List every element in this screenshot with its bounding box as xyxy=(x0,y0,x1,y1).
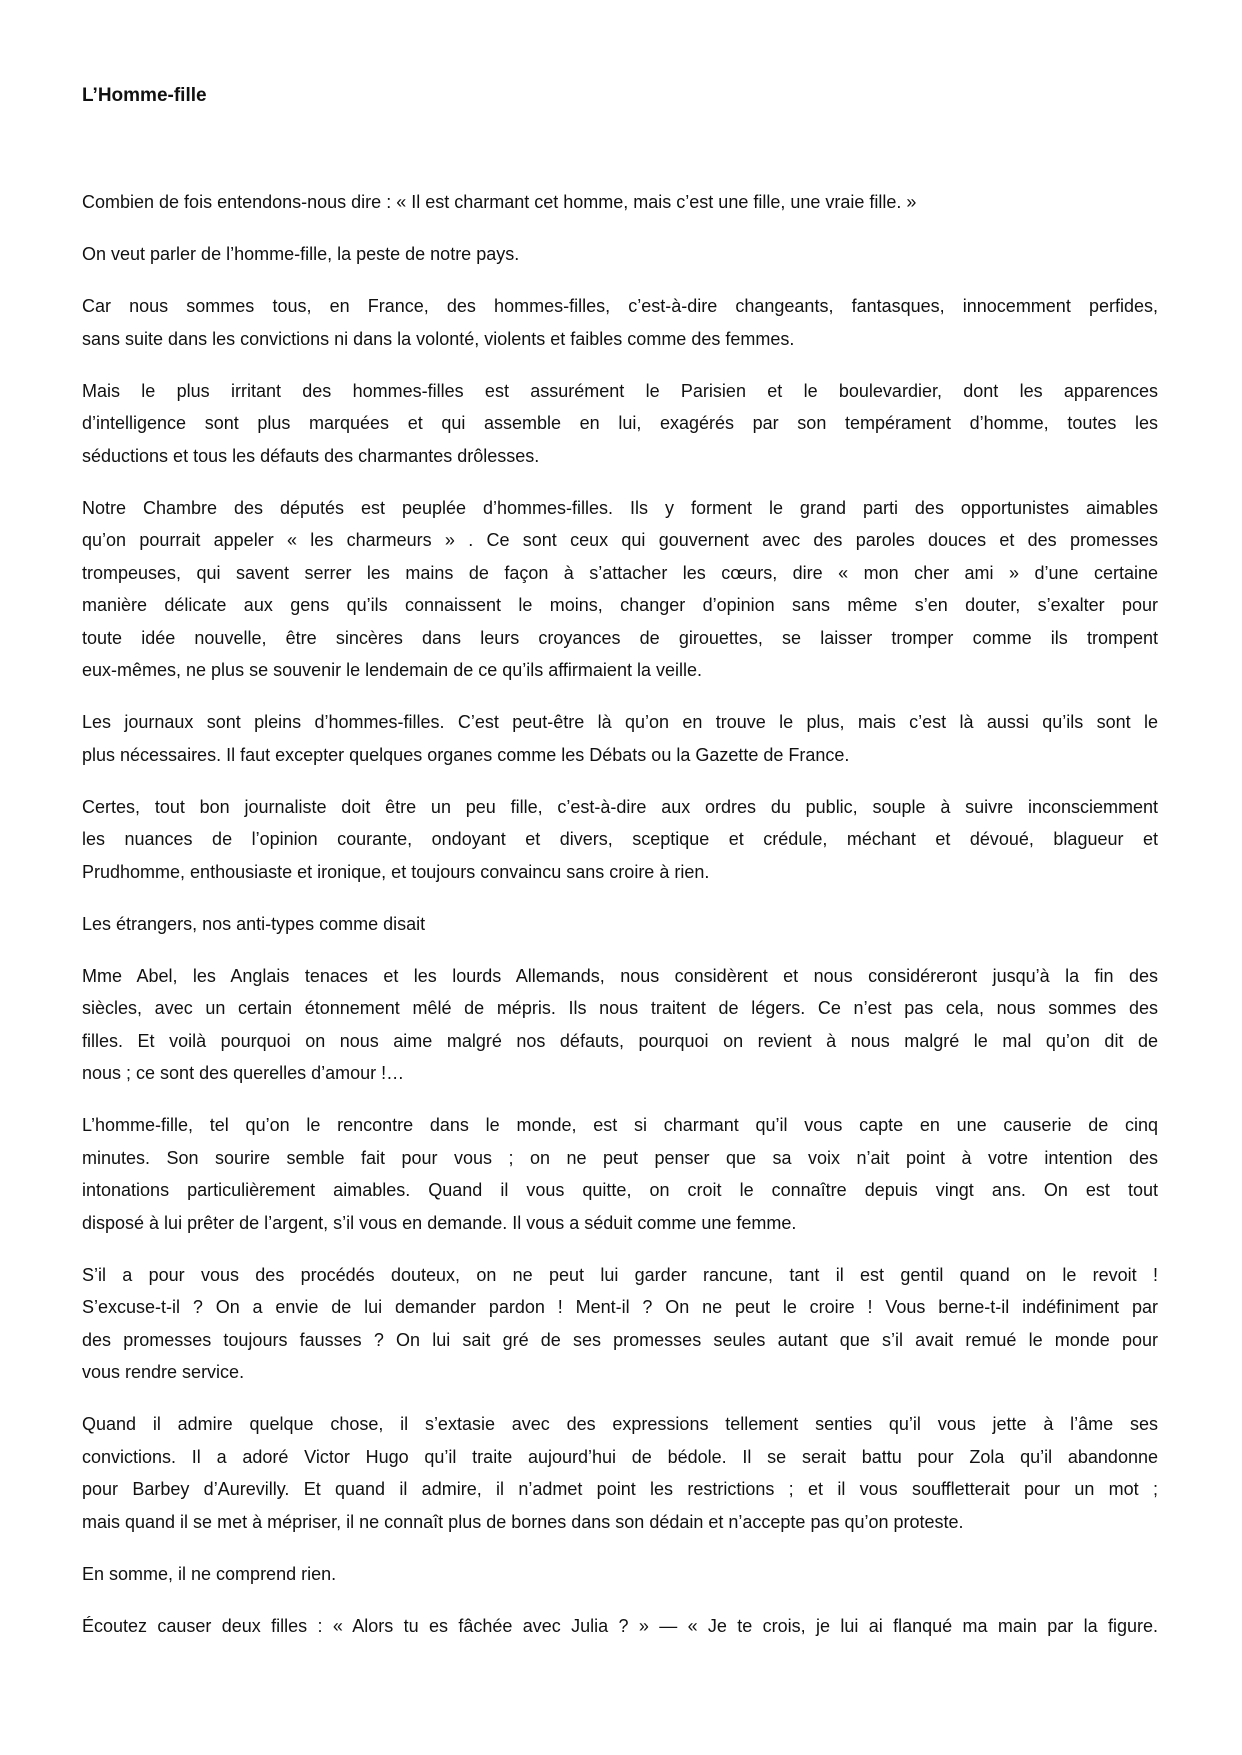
paragraph-line: eux-mêmes, ne plus se souvenir le lendemain de ce qu’ils affirmaient la veille. xyxy=(82,660,702,680)
paragraph-line: L’homme-fille, tel qu’on le rencontre dans le monde, est si charmant qu’il vous capte en une causerie de cinq xyxy=(82,1115,1158,1135)
paragraph xyxy=(82,791,1158,889)
paragraph-line: Certes, tout bon journaliste doit être un peu fille, c’est-à-dire aux ordres du public, souple à suivre inconsciemment xyxy=(82,796,1158,817)
document-page xyxy=(82,84,1158,1662)
paragraph-line: des promesses toujours fausses ? On lui sait gré de ses promesses seules autant que s’il avait remué le monde pour xyxy=(82,1329,1158,1350)
paragraph-line: siècles, avec un certain étonnement mêlé de mépris. Ils nous traitent de légers. Ce n’est pas cela, nous sommes des xyxy=(82,998,1158,1018)
paragraph-line: d’intelligence sont plus marquées et qui assemble en lui, exagérés par son tempérament d’homme, toutes les xyxy=(82,413,1158,433)
paragraph-line: filles. Et voilà pourquoi on nous aime malgré nos défauts, pourquoi on revient à nous malgré le mal qu’on dit de xyxy=(82,1030,1158,1051)
paragraph xyxy=(82,908,1158,941)
paragraph xyxy=(82,1259,1158,1389)
paragraph-line: On veut parler de l’homme-fille, la peste de notre pays. xyxy=(82,244,520,264)
paragraph xyxy=(82,375,1158,473)
paragraph-line: Mme Abel, les Anglais tenaces et les lourds Allemands, nous considèrent et nous considéreront jusqu’à la fin des xyxy=(82,965,1158,986)
paragraph-line: mais quand il se met à mépriser, il ne connaît plus de bornes dans son dédain et n’accepte pas qu’on proteste. xyxy=(82,1511,964,1532)
paragraph-line: toute idée nouvelle, être sincères dans leurs croyances de girouettes, se laisser tromper comme ils trompent xyxy=(82,627,1158,648)
paragraph-line: Combien de fois entendons-nous dire : « Il est charmant cet homme, mais c’est une fille, une vraie fille. » xyxy=(82,192,917,212)
paragraph-line: séductions et tous les défauts des charmantes drôlesses. xyxy=(82,445,540,466)
paragraph xyxy=(82,1558,1158,1591)
paragraph-line: Les journaux sont pleins d’hommes-filles. C’est peut-être là qu’on en trouve le plus, mais c’est là aussi qu’ils sont le xyxy=(82,712,1158,732)
paragraph xyxy=(82,960,1158,1090)
paragraph xyxy=(82,238,1158,271)
paragraph xyxy=(82,1408,1158,1538)
paragraph-line: Écoutez causer deux filles : « Alors tu es fâchée avec Julia ? » — « Je te crois, je lui ai flanqué ma main par la figure. xyxy=(82,1615,1158,1636)
paragraph xyxy=(82,1610,1158,1643)
paragraph-line: trompeuses, qui savent serrer les mains de façon à s’attacher les cœurs, dire « mon cher ami » d’une certaine xyxy=(82,562,1158,583)
paragraph-line: disposé à lui prêter de l’argent, s’il vous en demande. Il vous a séduit comme une femme. xyxy=(82,1212,797,1233)
paragraph-line: S’excuse-t-il ? On a envie de lui demander pardon ! Ment-il ? On ne peut le croire ! Vous berne-t-il indéfiniment par xyxy=(82,1297,1158,1317)
paragraph xyxy=(82,186,1158,219)
paragraph-line: Quand il admire quelque chose, il s’extasie avec des expressions tellement senties qu’il vous jette à l’âme ses xyxy=(82,1414,1158,1434)
paragraph xyxy=(82,290,1158,355)
paragraph-line: les nuances de l’opinion courante, ondoyant et divers, sceptique et crédule, méchant et dévoué, blagueur et xyxy=(82,829,1158,849)
paragraph-line: En somme, il ne comprend rien. xyxy=(82,1563,337,1584)
paragraph-line: Notre Chambre des députés est peuplée d’hommes-filles. Ils y forment le grand parti des opportunistes aimables xyxy=(82,497,1158,518)
paragraph-line: convictions. Il a adoré Victor Hugo qu’il traite aujourd’hui de bédole. Il se serait battu pour Zola qu’il abandonne xyxy=(82,1446,1158,1467)
document-title: L’Homme-fille xyxy=(82,85,207,106)
paragraph-line: plus nécessaires. Il faut excepter quelques organes comme les Débats ou la Gazette de France. xyxy=(82,744,850,765)
paragraph-line: minutes. Son sourire semble fait pour vous ; on ne peut penser que sa voix n’ait point à votre intention des xyxy=(82,1147,1158,1168)
paragraph-line: sans suite dans les convictions ni dans la volonté, violents et faibles comme des femmes. xyxy=(82,328,795,349)
paragraph xyxy=(82,1109,1158,1239)
paragraph-line: S’il a pour vous des procédés douteux, on ne peut lui garder rancune, tant il est gentil quand on le revoit ! xyxy=(82,1264,1158,1285)
paragraph-line: qu’on pourrait appeler « les charmeurs » . Ce sont ceux qui gouvernent avec des paroles douces et des promesses xyxy=(82,530,1158,550)
paragraph xyxy=(82,706,1158,771)
paragraph-line: nous ; ce sont des querelles d’amour !… xyxy=(82,1063,405,1083)
paragraph-line: vous rendre service. xyxy=(82,1362,245,1382)
paragraph-line: pour Barbey d’Aurevilly. Et quand il admire, il n’admet point les restrictions ; et il vous souffletterait pour un mot ; xyxy=(82,1479,1158,1499)
paragraph-line: Les étrangers, nos anti-types comme disait xyxy=(82,913,426,934)
paragraph xyxy=(82,492,1158,687)
paragraph-line: intonations particulièrement aimables. Quand il vous quitte, on croit le connaître depuis vingt ans. On est tout xyxy=(82,1180,1158,1200)
paragraph-line: Car nous sommes tous, en France, des hommes-filles, c’est-à-dire changeants, fantasques, innocemment perfides, xyxy=(82,296,1158,316)
document-body xyxy=(82,186,1158,1642)
paragraph-line: manière délicate aux gens qu’ils connaissent le moins, changer d’opinion sans même s’en douter, s’exalter pour xyxy=(82,595,1158,615)
paragraph-line: Prudhomme, enthousiaste et ironique, et toujours convaincu sans croire à rien. xyxy=(82,861,710,882)
paragraph-line: Mais le plus irritant des hommes-filles est assurément le Parisien et le boulevardier, dont les apparences xyxy=(82,380,1158,401)
